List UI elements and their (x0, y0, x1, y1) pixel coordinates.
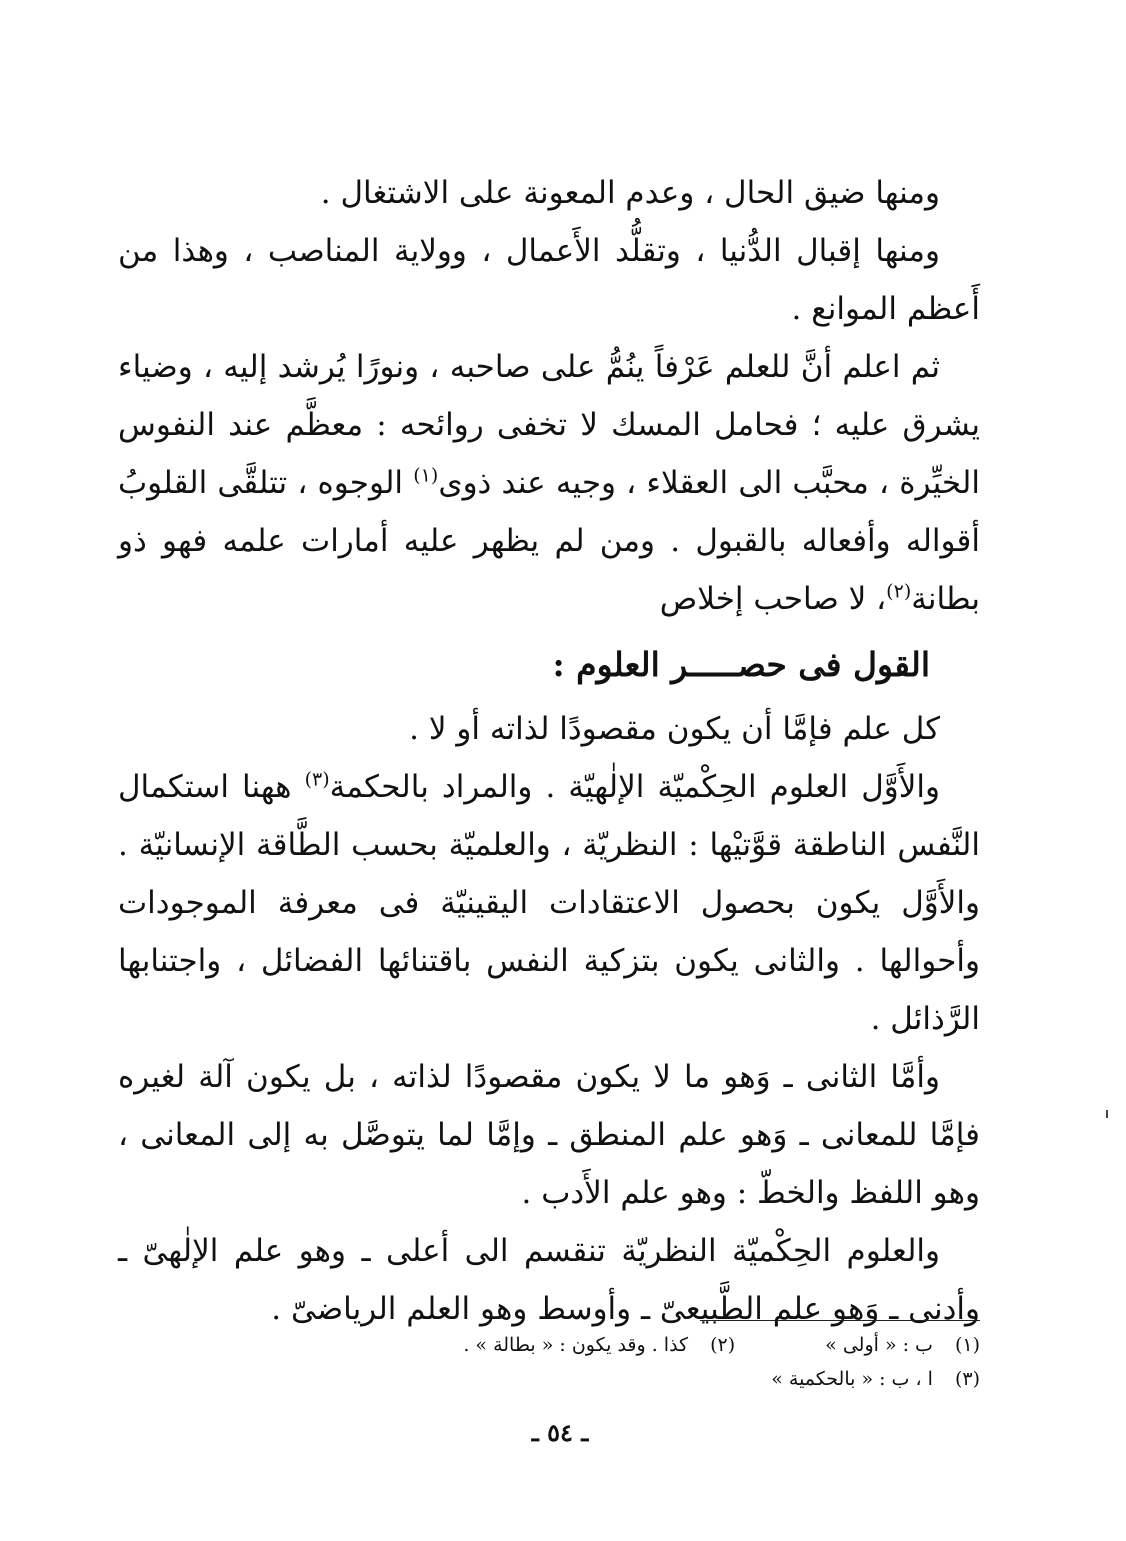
paragraph-text: ومنها إقبال الدُّنيا ، وتقلُّد الأَعمال ، وولاية المناصب ، وهذا من أَعظم الموانع . (118, 233, 980, 327)
margin-mark (1106, 1110, 1108, 1118)
footnote-ref-1[interactable]: (١) (413, 464, 439, 487)
footnote-marker: (٣) (954, 1368, 980, 1390)
paragraph-instrumental-sciences (118, 1048, 980, 1222)
footnote-text: ب : « أولى » (825, 1334, 933, 1356)
footnote-2 (463, 1328, 735, 1362)
paragraph-text: ثم اعلم أنَّ للعلم عَرْفاً ينُمُّ على صاحبه ، ونورًا يُرشد إليه ، وضياء يشرق عليه ؛ فحامل المسك لا تخفى روائحه : معظَّم عند النفوس الخيِّرة ، محبَّب الى العقلاء ، وجيه عند ذوى (118, 349, 980, 501)
footnote-ref-3[interactable]: (٣) (304, 768, 330, 791)
footnote-row (190, 1362, 980, 1396)
paragraph-divine-sciences (118, 758, 980, 1048)
footnote-text: كذا . وقد يكون : « بطالة » . (463, 1334, 689, 1356)
main-text (118, 164, 980, 1338)
footnote-3 (771, 1362, 980, 1396)
footnote-1 (825, 1328, 980, 1362)
paragraph-text: ههنا استكمال النَّفس الناطقة قوَّتيْها : النظريّة ، والعلميّة بحسب الطَّاقة الإنسانيّة . والأَوَّل يكون بحصول الاعتقادات اليقينيّة فى معرفة الموجودات وأحوالها . والثانى يكون بتزكية النفس باقتنائها الفضائل ، واجتنابها الرَّذائل . (118, 769, 980, 1037)
paragraph-text: وأمَّا الثانى ـ وَهو ما لا يكون مقصودًا لذاته ، بل يكون آلة لغيره فإمَّا للمعانى ـ وَهو علم المنطق ـ وإمَّا لما يتوصَّل به إلى المعانى ، وهو اللفظ والخطّ : وهو علم الأَدب . (118, 1059, 980, 1211)
paragraph-text: والأَوَّل العلوم الحِكْميّة الإلٰهيّة . والمراد بالحكمة (329, 769, 940, 805)
paragraph-text: الوجوه ، تتلقَّى القلوبُ أقواله وأفعاله بالقبول . ومن لم يظهر عليه أمارات علمه فهو ذو بطانة (118, 465, 980, 617)
page-number: ـ ٥٤ ـ (531, 1418, 589, 1447)
paragraph-fragrance-of-knowledge (118, 338, 980, 628)
paragraph-text: ، لا صاحب إخلاص (659, 581, 887, 617)
footnote-divider (700, 1320, 980, 1321)
paragraph-text: ومنها ضيق الحال ، وعدم المعونة على الاشتغال . (320, 175, 940, 211)
section-heading: القول فى حصـــــر العلوم : (552, 645, 930, 684)
footnote-marker: (٢) (710, 1334, 736, 1356)
paragraph-text: والعلوم الحِكْميّة النظريّة تنقسم الى أعلى ـ وهو علم الإلٰهىّ ـ وأدنى ـ وَهو علم الطَّبيعىّ ـ وأوسط وهو العلم الرياضىّ . (118, 1233, 980, 1327)
footnote-row (190, 1328, 980, 1362)
paragraph-division-of-knowledge (118, 700, 980, 758)
footnote-ref-2[interactable]: (٢) (886, 580, 912, 603)
paragraph-text: كل علم فإمَّا أن يكون مقصودًا لذاته أو لا . (409, 711, 940, 747)
footnotes (190, 1328, 980, 1396)
paragraph-worldly-pursuits (118, 222, 980, 338)
paragraph-narrow-circumstances (118, 164, 980, 222)
footnote-text: ا ، ب : « بالحكمية » (771, 1368, 933, 1390)
footnote-marker: (١) (954, 1334, 980, 1356)
